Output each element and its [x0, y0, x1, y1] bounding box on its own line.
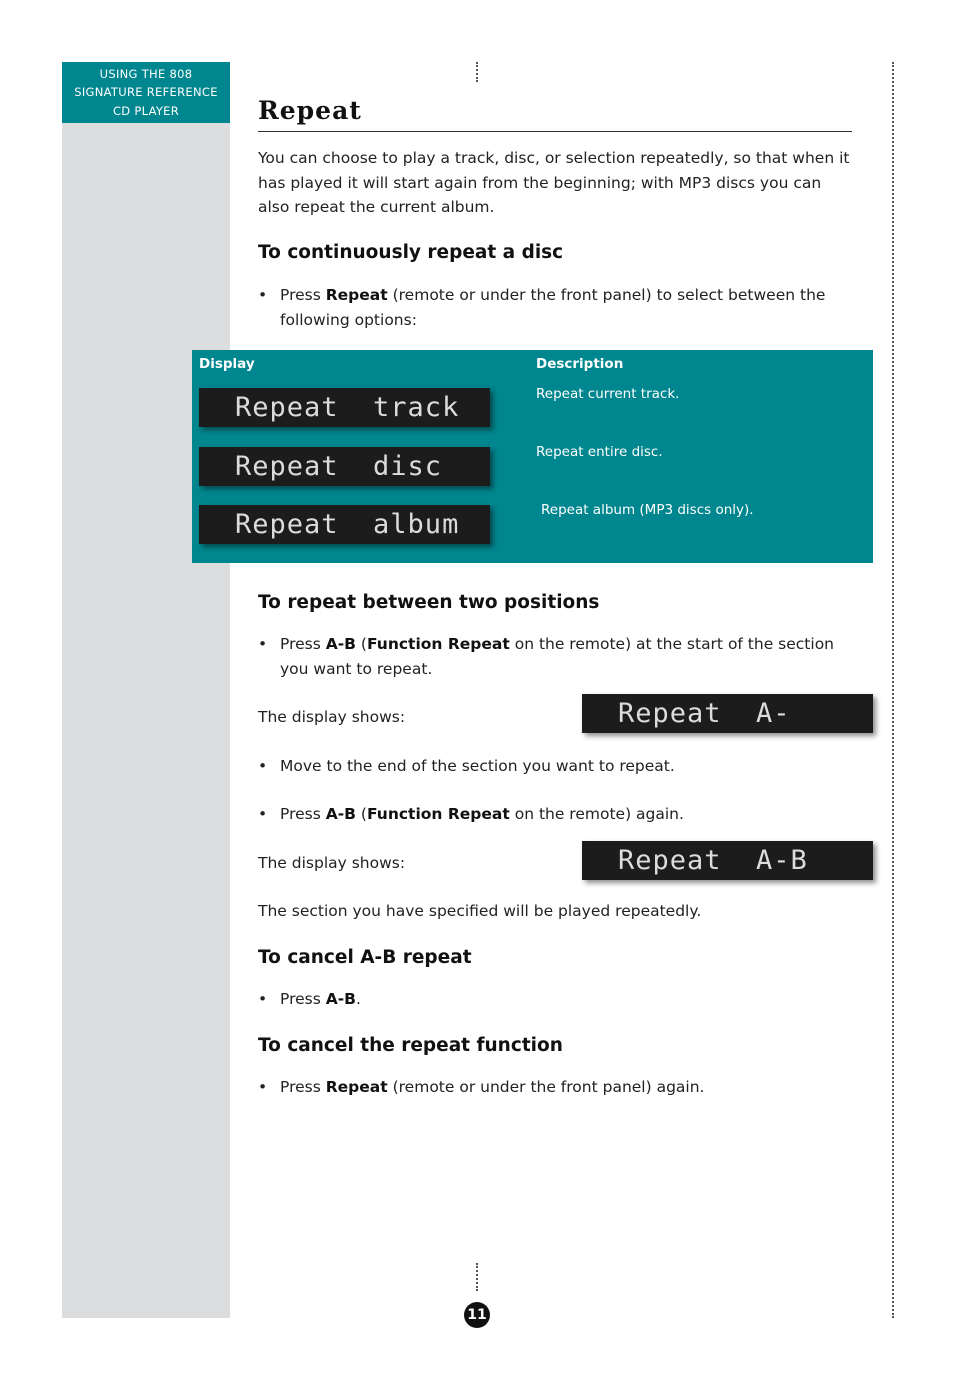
bullet-text: Press: [280, 990, 326, 1008]
key-name: A-B: [325, 635, 356, 653]
list-item: [258, 987, 858, 1012]
bullet-marker: •: [258, 990, 268, 1008]
bullet-text: Press: [280, 286, 326, 304]
bullet-text: (remote or under the front panel) to select between the following options:: [280, 286, 826, 329]
list-item: [258, 283, 852, 332]
page-title: Repeat: [258, 96, 852, 132]
list-item: [258, 632, 852, 681]
bullet-text: Press: [280, 805, 326, 823]
section-tab: [62, 62, 230, 123]
lcd-display: Repeat disc: [199, 447, 490, 486]
lcd-display: Repeat A-: [582, 694, 873, 733]
key-name: A-B: [325, 805, 356, 823]
list-item: [258, 1075, 858, 1100]
bullet-text: Press: [280, 1078, 326, 1096]
sidebar-panel: [62, 62, 230, 1318]
key-name: Function Repeat: [366, 635, 510, 653]
bullet-marker: •: [258, 1078, 268, 1096]
bullet-text: (remote or under the front panel) again.: [387, 1078, 705, 1096]
page-number: 11: [464, 1302, 490, 1328]
section-tab-line: SIGNATURE REFERENCE: [74, 85, 218, 100]
bullet-marker: •: [258, 286, 268, 304]
right-dotted-margin: [892, 62, 894, 1318]
display-shows-label: The display shows:: [258, 708, 406, 726]
heading-repeat-two-positions: To repeat between two positions: [258, 592, 600, 613]
bullet-text: Move to the end of the section you want to repeat.: [280, 757, 675, 775]
bullet-text: .: [355, 990, 361, 1008]
intro-paragraph: You can choose to play a track, disc, or selection repeatedly, so that when it has played it will start again from the beginning; with MP3 discs you can also repeat the current album.: [258, 149, 850, 216]
lcd-display: Repeat A-B: [582, 841, 873, 880]
bullet-text: on the remote) at the start of the section you want to repeat.: [280, 635, 834, 678]
bullet-text: on the remote) again.: [509, 805, 684, 823]
bullet-marker: •: [258, 757, 268, 775]
bullet-text: (: [355, 635, 367, 653]
heading-repeat-disc: To continuously repeat a disc: [258, 242, 564, 263]
bullet-marker: •: [258, 635, 268, 653]
key-name: A-B: [325, 990, 356, 1008]
option-description: Repeat current track.: [536, 386, 680, 402]
key-name: Function Repeat: [366, 805, 510, 823]
option-description: Repeat album (MP3 discs only).: [541, 502, 754, 518]
key-name: Repeat: [325, 286, 388, 304]
key-name: Repeat: [325, 1078, 388, 1096]
heading-cancel-repeat: To cancel the repeat function: [258, 1035, 563, 1056]
result-paragraph: The section you have specified will be played repeatedly.: [258, 902, 702, 920]
bullet-text: Press: [280, 635, 326, 653]
bullet-marker: •: [258, 805, 268, 823]
bullet-text: (: [355, 805, 367, 823]
heading-cancel-ab: To cancel A-B repeat: [258, 947, 472, 968]
lcd-display: Repeat album: [199, 505, 490, 544]
list-item: [258, 754, 858, 779]
display-shows-label: The display shows:: [258, 854, 406, 872]
repeat-options-table: [192, 350, 873, 563]
column-header-description: Description: [536, 356, 624, 372]
lcd-display: Repeat track: [199, 388, 490, 427]
column-header-display: Display: [199, 356, 255, 372]
section-tab-line: CD PLAYER: [112, 103, 180, 118]
list-item: [258, 802, 858, 827]
section-tab-line: USING THE 808: [99, 66, 193, 81]
top-dotted-divider: [476, 62, 478, 82]
bottom-dotted-divider: [476, 1263, 478, 1291]
option-description: Repeat entire disc.: [536, 444, 663, 460]
